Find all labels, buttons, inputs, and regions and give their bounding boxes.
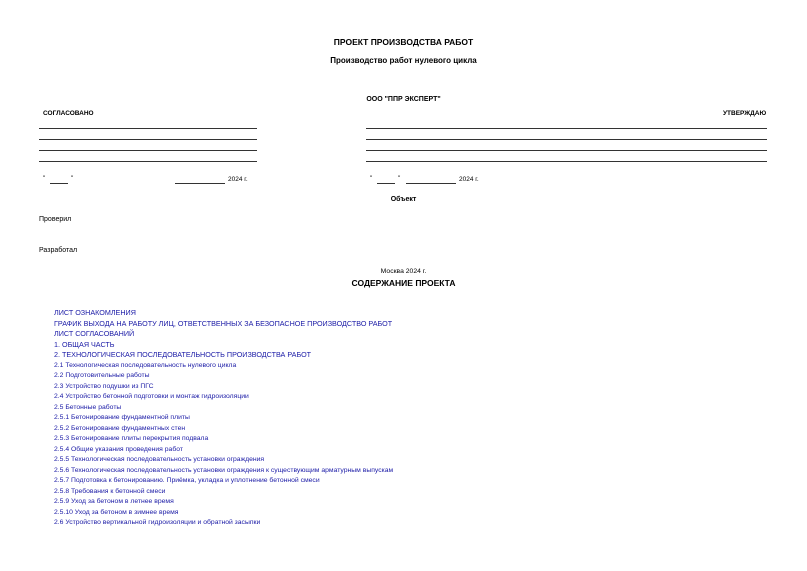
developed-label: Разработал xyxy=(39,247,78,254)
toc-item[interactable]: 2. ТЕХНОЛОГИЧЕСКАЯ ПОСЛЕДОВАТЕЛЬНОСТЬ ПРОИЗВОДСТВА РАБОТ xyxy=(54,350,312,359)
toc-item[interactable]: 2.5.6 Технологическая последовательность установки ограждения к существующим арматурным выпускам xyxy=(54,466,394,474)
toc-item[interactable]: ГРАФИК ВЫХОДА НА РАБОТУ ЛИЦ, ОТВЕТСТВЕННЫХ ЗА БЕЗОПАСНОЕ ПРОИЗВОДСТВО РАБОТ xyxy=(54,318,393,328)
toc-item[interactable]: 2.5.7 Подготовка к бетонированию. Приёмка, укладка и уплотнение бетонной смеси xyxy=(54,477,320,484)
signature-line xyxy=(39,128,257,129)
toc-item[interactable]: 1. ОБЩАЯ ЧАСТЬ xyxy=(54,339,115,349)
toc-item[interactable]: 2.5.3 Бетонирование плиты перекрытия подвала xyxy=(54,435,209,442)
toc-item[interactable]: 2.5 Бетонные работы xyxy=(54,403,122,411)
toc-item[interactable]: 2.5.8 Требования к бетонной смеси xyxy=(54,487,166,495)
approved-label: УТВЕРЖДАЮ xyxy=(723,110,767,117)
toc-item[interactable]: 2.2 Подготовительные работы xyxy=(54,372,150,379)
toc-item[interactable]: 2.5.4 Общие указания проведения работ xyxy=(54,445,183,453)
toc-item[interactable]: 2.5.2 Бетонирование фундаментных стен xyxy=(54,424,186,432)
signature-line xyxy=(39,150,257,151)
date-quote-close: " xyxy=(71,175,74,182)
date-day-line xyxy=(50,183,68,184)
date-month-line xyxy=(406,183,456,184)
toc-item[interactable]: 2.3 Устройство подушки из ПГС xyxy=(54,382,154,390)
document-subtitle: Производство работ нулевого цикла xyxy=(330,56,477,65)
signature-line xyxy=(39,139,257,140)
toc-item[interactable]: 2.1 Технологическая последовательность нулевого цикла xyxy=(54,361,237,369)
toc-item[interactable]: ЛИСТ СОГЛАСОВАНИЙ xyxy=(54,329,135,338)
checked-label: Проверил xyxy=(39,216,72,223)
signature-line xyxy=(366,150,767,151)
toc-item[interactable]: 2.5.9 Уход за бетоном в летнее время xyxy=(54,498,174,505)
toc-item[interactable]: 2.6 Устройство вертикальной гидроизоляции и обратной засыпки xyxy=(54,519,261,526)
toc-item[interactable]: ЛИСТ ОЗНАКОМЛЕНИЯ xyxy=(54,308,136,317)
signature-line xyxy=(39,161,257,162)
object-label: Объект xyxy=(390,196,417,203)
signature-line xyxy=(366,128,767,129)
document-title: ПРОЕКТ ПРОИЗВОДСТВА РАБОТ xyxy=(333,37,474,47)
date-month-line xyxy=(175,183,225,184)
company-name: ООО "ППР ЭКСПЕРТ" xyxy=(366,96,441,103)
contents-title: СОДЕРЖАНИЕ ПРОЕКТА xyxy=(351,278,456,288)
signature-line xyxy=(366,139,767,140)
toc-item[interactable]: 2.5.10 Уход за бетоном в зимнее время xyxy=(54,508,179,516)
date-day-line xyxy=(377,183,395,184)
city-year: Москва 2024 г. xyxy=(380,268,427,275)
toc-item[interactable]: 2.5.1 Бетонирование фундаментной плиты xyxy=(54,414,190,421)
date-year: 2024 г. xyxy=(228,176,248,183)
table-of-contents xyxy=(54,308,393,529)
date-year: 2024 г. xyxy=(459,176,479,183)
date-quote-open: " xyxy=(370,175,373,182)
signature-line xyxy=(366,161,767,162)
agreed-label: СОГЛАСОВАНО xyxy=(43,110,94,117)
date-quote-close: " xyxy=(398,175,401,182)
date-quote-open: " xyxy=(43,175,46,182)
toc-item[interactable]: 2.4 Устройство бетонной подготовки и монтаж гидроизоляции xyxy=(54,393,249,400)
toc-item[interactable]: 2.5.5 Технологическая последовательность установки ограждения xyxy=(54,456,265,463)
